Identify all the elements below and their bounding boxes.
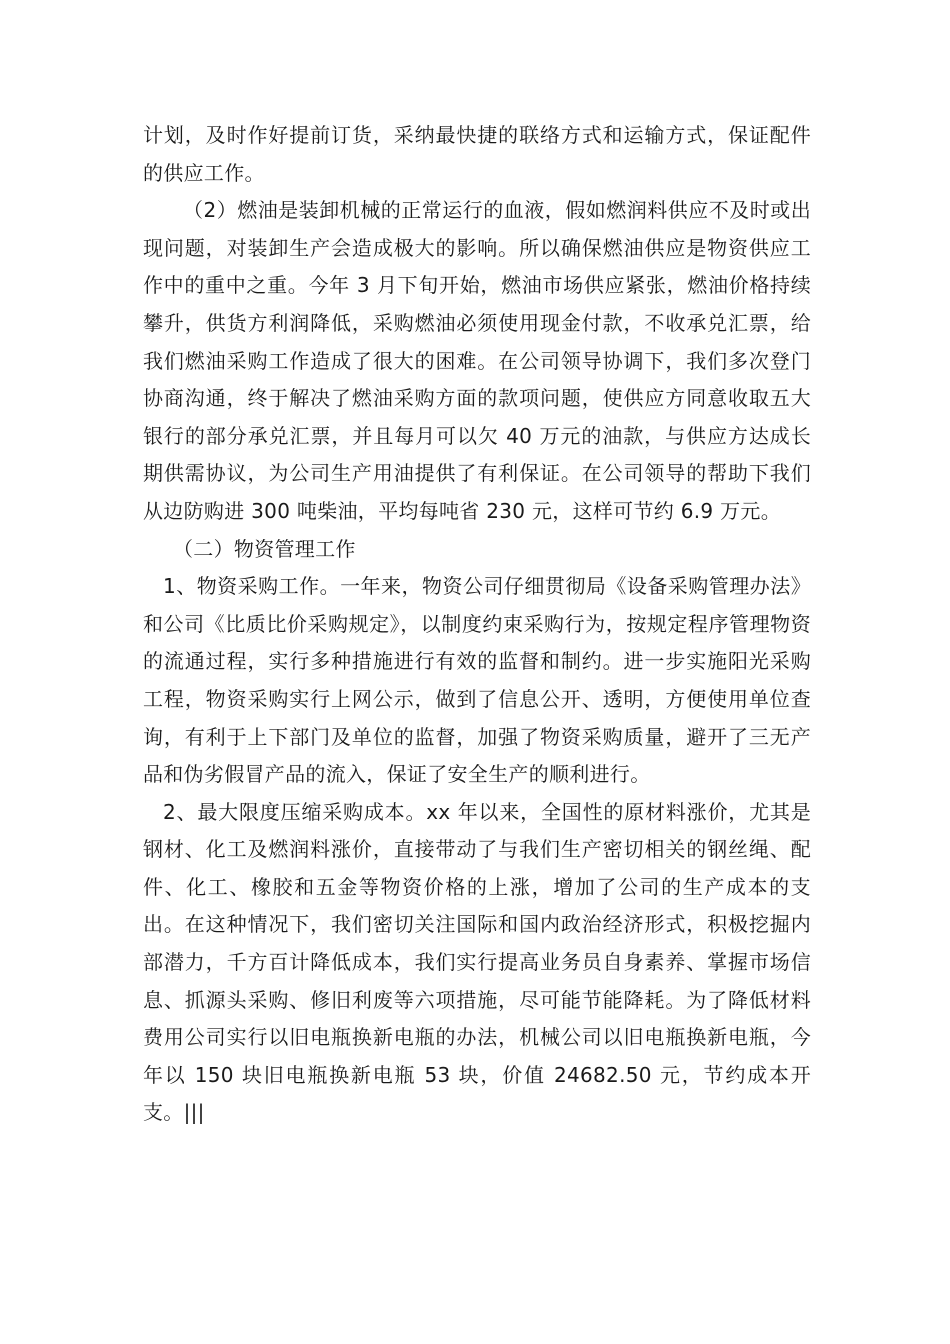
document-body [143, 117, 811, 1132]
section-heading-material-management: （二）物资管理工作 [173, 536, 356, 561]
paragraph-material-purchase: 1、物资采购工作。一年来，物资公司仔细贯彻局《设备采购管理办法》和公司《比质比价采购规定》，以制度约束采购行为，按规定程序管理物资的流通过程，实行多种措施进行有效的监督和制约。进一步实施阳光采购工程，物资采购实行上网公示，做到了信息公开、透明，方便使用单位查询，有利于上下部门及单位的监督，加强了物资采购质量，避开了三无产品和伪劣假冒产品的流入，保证了安全生产的顺利进行。 [143, 574, 811, 787]
paragraph-cost-reduction: 2、最大限度压缩采购成本。xx 年以来，全国性的原材料涨价，尤其是钢材、化工及燃润料涨价，直接带动了与我们生产密切相关的钢丝绳、配件、化工、橡胶和五金等物资价格的上涨，增加了公司的生产成本的支出。在这种情况下，我们密切关注国际和国内政治经济形式，积极挖掘内部潜力，千方百计降低成本，我们实行提高业务员自身素养、掌握市场信息、抓源头采购、修旧利废等六项措施，尽可能节能降耗。为了降低材料费用公司实行以旧电瓶换新电瓶的办法，机械公司以旧电瓶换新电瓶，今年以 150 块旧电瓶换新电瓶 53 块，价值 24682.50 元，节约成本开支。||| [143, 799, 811, 1125]
paragraph-fuel-supply: （2）燃油是装卸机械的正常运行的血液，假如燃润料供应不及时或出现问题，对装卸生产会造成极大的影响。所以确保燃油供应是物资供应工作中的重中之重。今年 3 月下旬开始，燃油市场供应紧张，燃油价格持续攀升，供货方利润降低，采购燃油必须使用现金付款，不收承兑汇票，给我们燃油采购工作造成了很大的困难。在公司领导协调下，我们多次登门协商沟通，终于解决了燃油采购方面的款项问题，使供应方同意收取五大银行的部分承兑汇票，并且每月可以欠 40 万元的油款，与供应方达成长期供需协议，为公司生产用油提供了有利保证。在公司领导的帮助下我们从边防购进 300 吨柴油，平均每吨省 230 元，这样可节约 6.9 万元。 [143, 198, 811, 523]
paragraph-supply-continuation: 计划，及时作好提前订货，采纳最快捷的联络方式和运输方式，保证配件的供应工作。 [143, 123, 811, 185]
